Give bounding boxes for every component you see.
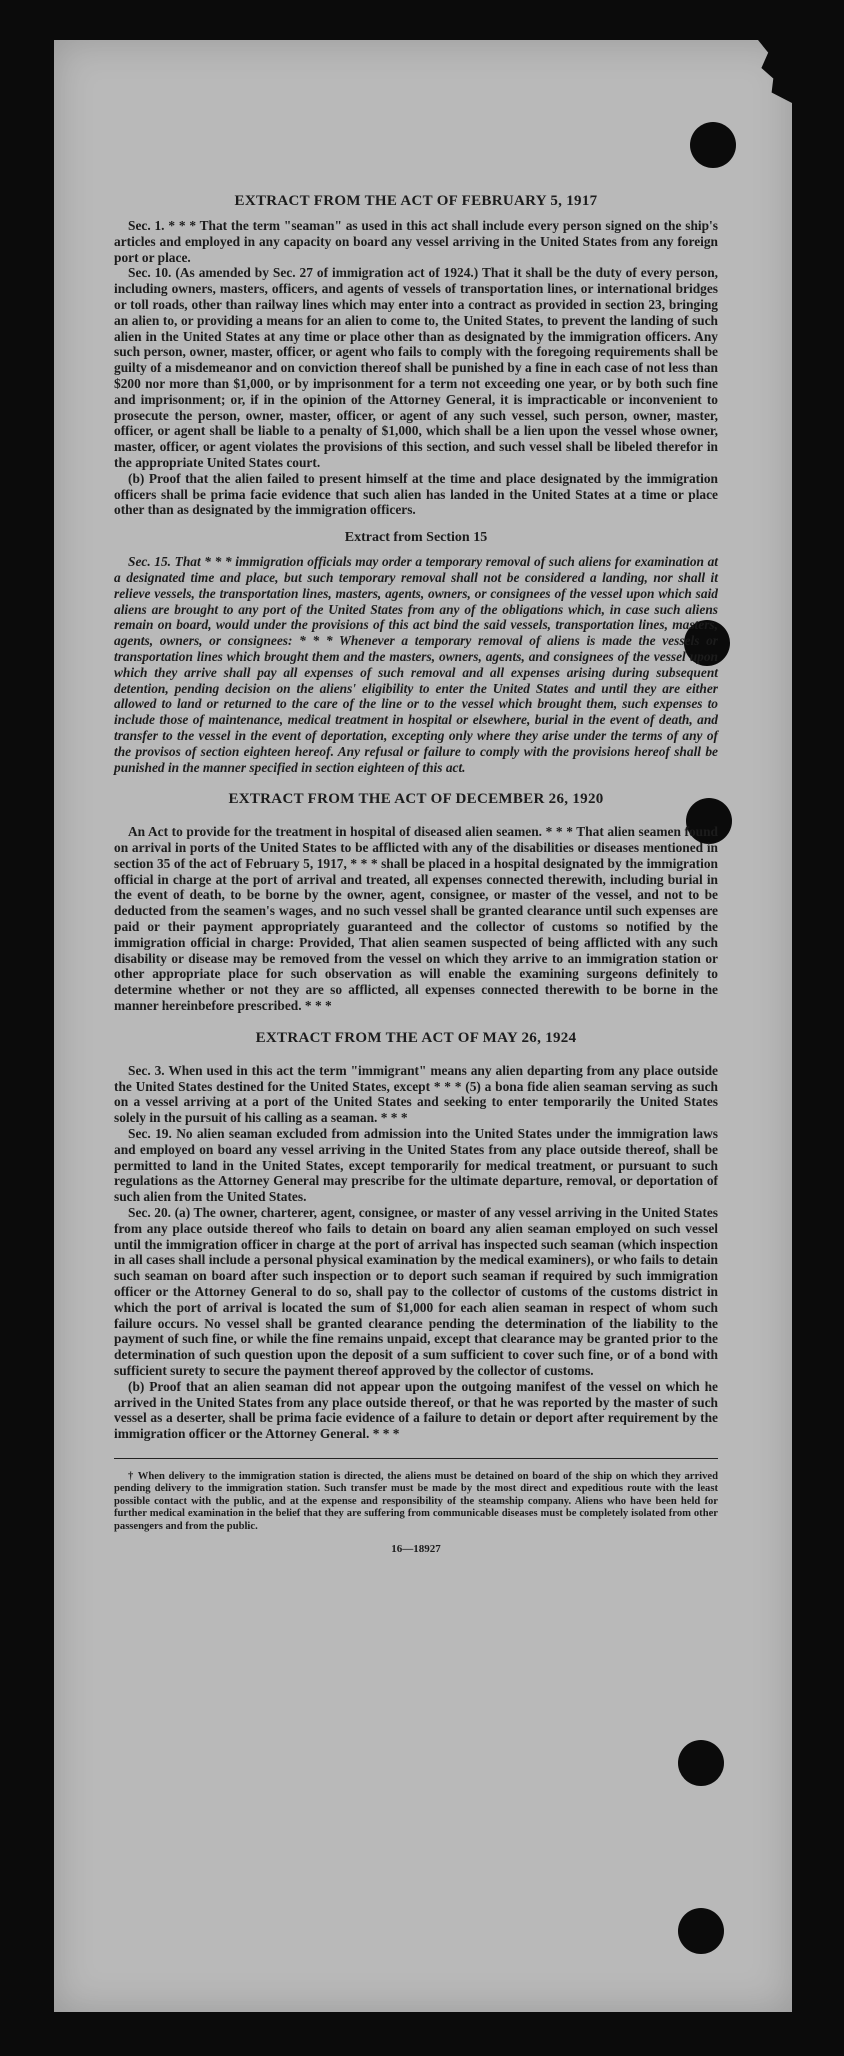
paragraph-sec10: Sec. 10. (As amended by Sec. 27 of immigration act of 1924.) That it shall be the duty of every person, including owners, masters, officers, and agents of vessels of transportation lines, or international bridges or toll roads, other than railway lines which may enter into a contract as provided in section 23, bringing an alien to, or providing a means for an alien to come to, the United States, to prevent the landing of such alien in the United States at any time or place other than as designated by the immigration officers. Any such person, owner, master, officer, or agent who fails to comply with the foregoing requirements shall be guilty of a misdemeanor and on conviction thereof shall be punished by a fine in each case of not less than $200 nor more than $1,000, or by imprisonment for a term not exceeding one year, or by both such fine and imprisonment; or, if in the opinion of the Attorney General, it is impracticable or inconvenient to prosecute the person, owner, master, officer, or agent of any such vessel, such person, owner, master, officer, or agent shall be liable to a penalty of $1,000, which shall be a lien upon the vessel whose owner, master, officer, or agent violates the provisions of this section, and such vessel shall be libeled therefor in the appropriate United States court.: [114, 265, 718, 470]
punch-hole: [678, 1908, 724, 1954]
document-text: [114, 193, 718, 1555]
paragraph-sec19: Sec. 19. No alien seaman excluded from admission into the United States under the immigration laws and employed on board any vessel arriving in the United States from any place outside thereof, shall be permitted to land in the United States, except temporarily for medical treatment, or pursuant to such regulations as the Attorney General may prescribe for the ultimate departure, removal, or deportation of such alien from the United States.: [114, 1126, 718, 1205]
heading-act-1920: EXTRACT FROM THE ACT OF DECEMBER 26, 1920: [228, 791, 604, 808]
paragraph-sec10b: (b) Proof that the alien failed to present himself at the time and place designated by the immigration officers shall be prima facie evidence that such alien has landed in the United States at a time or place other than as designated by the immigration officers.: [114, 470, 718, 518]
footnote: † When delivery to the immigration station is directed, the aliens must be detained on board of the ship on which they arrived pending delivery to the immigration station. Such transfer must be made by the most direct and expeditious route with the least possible contact with the public, and at the expense and responsibility of the steamship company. Aliens who have been held for further medical examination in the belief that they are suffering from communicable diseases must be completely isolated from other passengers and from the public.: [114, 1470, 718, 1532]
paragraph-sec20: Sec. 20. (a) The owner, charterer, agent, consignee, or master of any vessel arriving in the United States from any place outside thereof who fails to detain on board any alien seaman employed on such vessel until the immigration officer in charge at the port of arrival has inspected such seaman (which inspection in all cases shall include a personal physical examination by the medical examiners), or who fails to detain such seaman on board after such inspection or to deport such seaman if required by such immigration officer or the Attorney General to do so, shall pay to the collector of customs of the customs district in which the port of arrival is located the sum of $1,000 for each alien seaman in respect of whom such failure occurs. No vessel shall be granted clearance pending the determination of the liability to the payment of such fine, or while the fine remains unpaid, except that clearance may be granted prior to the determination of such question upon the deposit of a sum sufficient to cover such fine, or of a bond with sufficient surety to secure the payment thereof approved by the collector of customs.: [114, 1205, 718, 1378]
heading-act-1924: EXTRACT FROM THE ACT OF MAY 26, 1924: [255, 1029, 577, 1046]
form-number: 16—18927: [391, 1543, 441, 1556]
paragraph-sec3: Sec. 3. When used in this act the term "immigrant" means any alien departing from any place outside the United States destined for the United States, except * * * (5) a bona fide alien seaman serving as such on a vessel arriving at a port of the United States and seeking to enter temporarily the United States solely in the pursuit of his calling as a seaman. * * *: [114, 1062, 718, 1126]
heading-act-1917: EXTRACT FROM THE ACT OF FEBRUARY 5, 1917: [234, 193, 598, 209]
paragraph-sec20b: (b) Proof that an alien seaman did not appear upon the outgoing manifest of the vessel on which he arrived in the United States from any place outside thereof, or that he was reported by the master of such vessel as a deserter, shall be prima facie evidence of a failure to detain or deport after requirement by the immigration officer or the Attorney General. * * *: [114, 1378, 718, 1442]
paragraph-sec15: Sec. 15. That * * * immigration officials may order a temporary removal of such aliens for examination at a designated time and place, but such temporary removal shall not be considered a landing, nor shall it relieve vessels, the transportation lines, masters, agents, owners, or consignees of the vessel upon which said aliens are brought to any port of the United States from any of the obligations which, in case such aliens remain on board, would under the provisions of this act bind the said vessels, transportation lines, masters, agents, owners, or consignees: * * * Whenever a temporary removal of aliens is made the vessels or transportation lines which brought them and the masters, owners, agents, and consignees of the vessel upon which they arrive shall pay all expenses of such removal and all expenses arising during subsequent detention, pending decision on the aliens' eligibility to enter the United States and until they are either allowed to land or returned to the care of the line or to the vessel which brought them, such expenses to include those of maintenance, medical treatment in hospital or elsewhere, burial in the event of death, and transfer to the vessel in the event of deportation, excepting only where they arise under the terms of any of the provisos of section eighteen hereof. Any refusal or failure to comply with the provisions hereof shall be punished in the manner specified in section eighteen of this act.: [114, 554, 718, 775]
paragraph-sec1: Sec. 1. * * * That the term "seaman" as used in this act shall include every person signed on the ship's articles and employed in any capacity on board any vessel arriving in the United States from any foreign port or place.: [114, 218, 718, 265]
punch-hole: [690, 122, 736, 168]
paragraph-act-1920: An Act to provide for the treatment in hospital of diseased alien seamen. * * * That alien seamen found on arrival in ports of the United States to be afflicted with any of the disabilities or diseases mentioned in section 35 of the act of February 5, 1917, * * * shall be placed in a hospital designated by the immigration official in charge at the port of arrival and treated, all expenses connected therewith, including burial in the event of death, to be borne by the owner, agent, consignee, or master of the vessel, and not to be deducted from the seamen's wages, and no such vessel shall be granted clearance until such expenses are paid or their payment appropriately guaranteed and the collector of customs so notified by the immigration official in charge: Provided, That alien seamen suspected of being afflicted with any such disability or disease may be removed from the vessel on which they arrive to an immigration station or other appropriate place for such observation as will enable the examining surgeons definitely to determine whether or not they are so afflicted, all expenses connected therewith to be borne in the manner hereinbefore prescribed. * * *: [114, 824, 718, 1014]
punch-hole: [678, 1740, 724, 1786]
subheading-sec15: Extract from Section 15: [344, 530, 488, 546]
footnote-divider: [114, 1458, 718, 1459]
